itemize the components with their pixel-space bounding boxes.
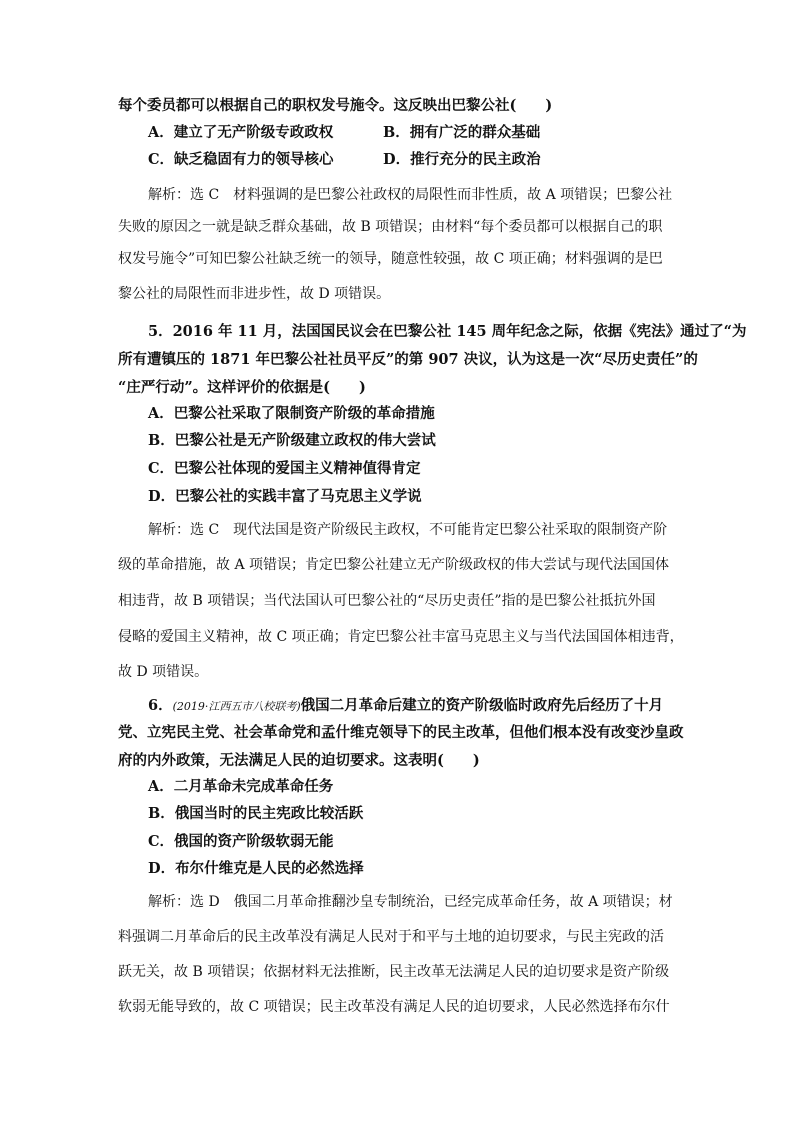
- q5-option-d: D．巴黎公社的实践丰富了马克思主义学说: [148, 488, 422, 505]
- q6-analysis-line: 料强调二月革命后的民主改革没有满足人民对于和平与土地的迫切要求，与民主宪政的活: [118, 929, 664, 945]
- q5-stem-line: “庄严行动”。这样评价的依据是( ): [118, 379, 366, 396]
- q5-option-a: A．巴黎公社采取了限制资产阶级的革命措施: [148, 405, 435, 422]
- q4-option-c: C．缺乏稳固有力的领导核心: [148, 151, 334, 168]
- q6-stem-line: 党、立宪民主党、社会革命党和孟什维克领导下的民主改革，但他们根本没有改变沙皇政: [118, 724, 684, 741]
- q5-analysis-line: 侵略的爱国主义精神，故 C 项正确；肯定巴黎公社丰富马克思主义与当代法国国体相违背，: [118, 629, 684, 645]
- q5-stem-line: 5．2016 年 11 月，法国国民议会在巴黎公社 145 周年纪念之际，依据《宪法》通过了“为: [148, 323, 747, 340]
- q4-option-b: B．拥有广泛的群众基础: [383, 124, 541, 141]
- q4-analysis-line: 权发号施令”可知巴黎公社缺乏统一的领导，随意性较强，故 C 项正确；材料强调的是巴: [118, 251, 663, 267]
- q6-option-d: D．布尔什维克是人民的必然选择: [148, 860, 364, 877]
- q5-option-c: C．巴黎公社体现的爱国主义精神值得肯定: [148, 460, 421, 477]
- q4-analysis-line: 黎公社的局限性而非进步性，故 D 项错误。: [118, 286, 391, 302]
- q5-analysis-line: 级的革命措施，故 A 项错误；肯定巴黎公社建立无产阶级政权的伟大尝试与现代法国国体: [118, 557, 670, 573]
- q4-analysis-line: 失败的原因之一就是缺乏群众基础，故 B 项错误；由材料“每个委员都可以根据自己的职: [118, 219, 663, 235]
- q6-source: (2019·江西五市八校联考): [172, 700, 301, 713]
- q6-stem-first-line: [148, 696, 663, 717]
- q6-option-a: A．二月革命未完成革命任务: [148, 778, 334, 795]
- q6-number: 6．: [148, 697, 173, 714]
- q6-analysis-line: 解析：选 D 俄国二月革命推翻沙皇专制统治，已经完成革命任务，故 A 项错误；材: [148, 894, 673, 910]
- q6-option-c: C．俄国的资产阶级软弱无能: [148, 833, 334, 850]
- q6-stem-first: 俄国二月革命后建立的资产阶级临时政府先后经历了十月: [300, 697, 664, 714]
- q5-analysis-line: 相违背，故 B 项错误；当代法国认可巴黎公社的“尽历史责任”指的是巴黎公社抵抗外国: [118, 593, 656, 609]
- q6-analysis-line: 跃无关，故 B 项错误；依据材料无法推断，民主改革无法满足人民的迫切要求是资产阶级: [118, 964, 670, 980]
- q6-analysis-line: 软弱无能导致的，故 C 项错误；民主改革没有满足人民的迫切要求，人民必然选择布尔什: [118, 999, 670, 1015]
- q6-option-b: B．俄国当时的民主宪政比较活跃: [148, 805, 364, 822]
- q4-option-d: D．推行充分的民主政治: [383, 151, 541, 168]
- q5-analysis-line: 解析：选 C 现代法国是资产阶级民主政权，不可能肯定巴黎公社采取的限制资产阶: [148, 522, 668, 538]
- q4-stem-line: 每个委员都可以根据自己的职权发号施令。这反映出巴黎公社( ): [118, 97, 553, 114]
- q6-stem-line: 府的内外政策，无法满足人民的迫切要求。这表明( ): [118, 752, 480, 769]
- q5-option-b: B．巴黎公社是无产阶级建立政权的伟大尝试: [148, 432, 436, 449]
- q4-option-a: A．建立了无产阶级专政政权: [148, 124, 334, 141]
- q5-analysis-line: 故 D 项错误。: [118, 664, 209, 680]
- q5-stem-line: 所有遭镇压的 1871 年巴黎公社社员平反”的第 907 决议，认为这是一次“尽历史责任”的: [118, 351, 698, 368]
- q4-analysis-line: 解析：选 C 材料强调的是巴黎公社政权的局限性而非性质，故 A 项错误；巴黎公社: [148, 187, 673, 203]
